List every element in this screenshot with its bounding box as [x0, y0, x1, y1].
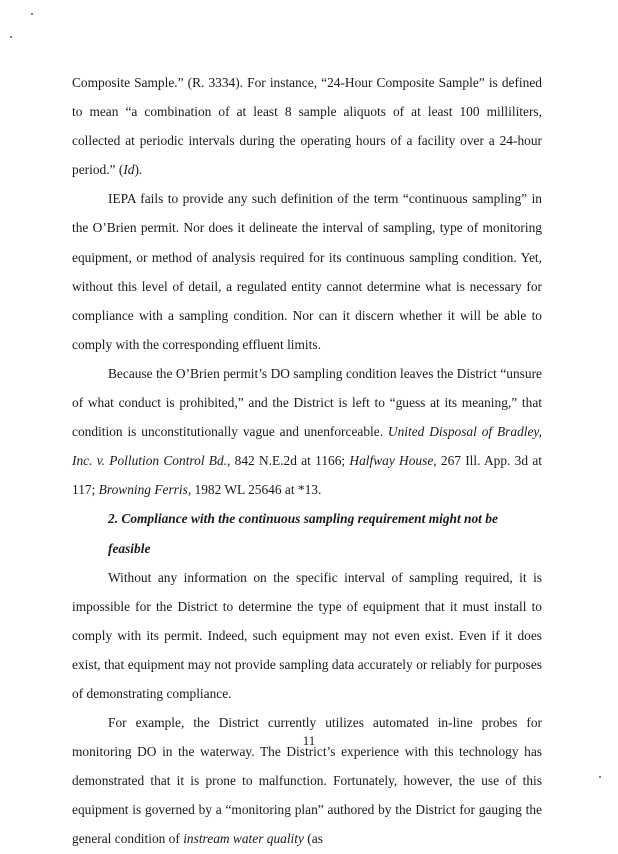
paragraph-text: , 1982 WL 25646 at *13. [187, 482, 322, 498]
paragraph-text: , 267 Ill. App. 3d at 117; [72, 453, 542, 498]
paragraph [72, 708, 542, 853]
paragraph [72, 359, 542, 504]
case-citation: Browning Ferris [98, 482, 188, 498]
paragraph-text: Without any information on the specific interval of sampling required, it is impossible for the District to determine the type of equipment that it must install to comply with its permit. Indeed, such equipment may not even exist. Even if it does exist, that equipment may not provide sampling data accurately or reliably for purposes of demonstrating compliance. [72, 569, 542, 701]
paragraph [72, 563, 542, 708]
paragraph-text: For example, the District currently utilizes automated in-line probes for monitoring DO in the waterway. The District’s experience with this technology has demonstrated that it is prone to malfunction. Fortunately, however, the use of this equipment is governed by a “monitoring plan” authored by the District for gauging the general condition of [72, 715, 542, 847]
paragraph-text: (as [303, 831, 323, 847]
paragraph-text: Composite Sample.” (R. 3334). For instance, “24-Hour Composite Sample” is defined to mean “a combination of at least 8 sample aliquots of at least 100 milliliters, collected at periodic intervals during the operating hours of a facility over a 24-hour period.” ( [72, 75, 542, 178]
paragraph-text: , 842 N.E.2d at 1166; [227, 453, 350, 469]
citation: Id [123, 162, 135, 178]
section-heading [72, 504, 542, 562]
paragraph-text: Because the O’Brien permit’s DO sampling condition leaves the District “unsure of what conduct is prohibited,” and the District is left to “guess at its meaning,” that condition is unconstitutionally vague and unenforceable. [72, 365, 542, 440]
case-citation: United Disposal of Bradley, Inc. v. Pollution Control Bd. [72, 424, 542, 469]
case-citation: Halfway House [349, 453, 434, 469]
section-heading-text: 2. Compliance with the continuous sampling requirement might not be feasible [108, 511, 498, 556]
paragraph-text: IEPA fails to provide any such definition of the term “continuous sampling” in the O’Brien permit. Nor does it delineate the interval of sampling, type of monitoring equipment, or method of analysis required for its continuous sampling condition. Yet, without this level of detail, a regulated entity cannot determine what is necessary for compliance with a sampling condition. Nor can it discern whether it will be able to comply with the corresponding effluent limits. [72, 191, 542, 352]
scan-speck [10, 36, 12, 38]
paragraph [72, 184, 542, 359]
paragraph [72, 68, 542, 184]
scan-speck [599, 776, 601, 778]
page-number: 11 [302, 733, 316, 748]
scan-speck [31, 13, 33, 15]
emphasis: instream water quality [183, 831, 304, 847]
paragraph-text: ). [134, 162, 143, 178]
